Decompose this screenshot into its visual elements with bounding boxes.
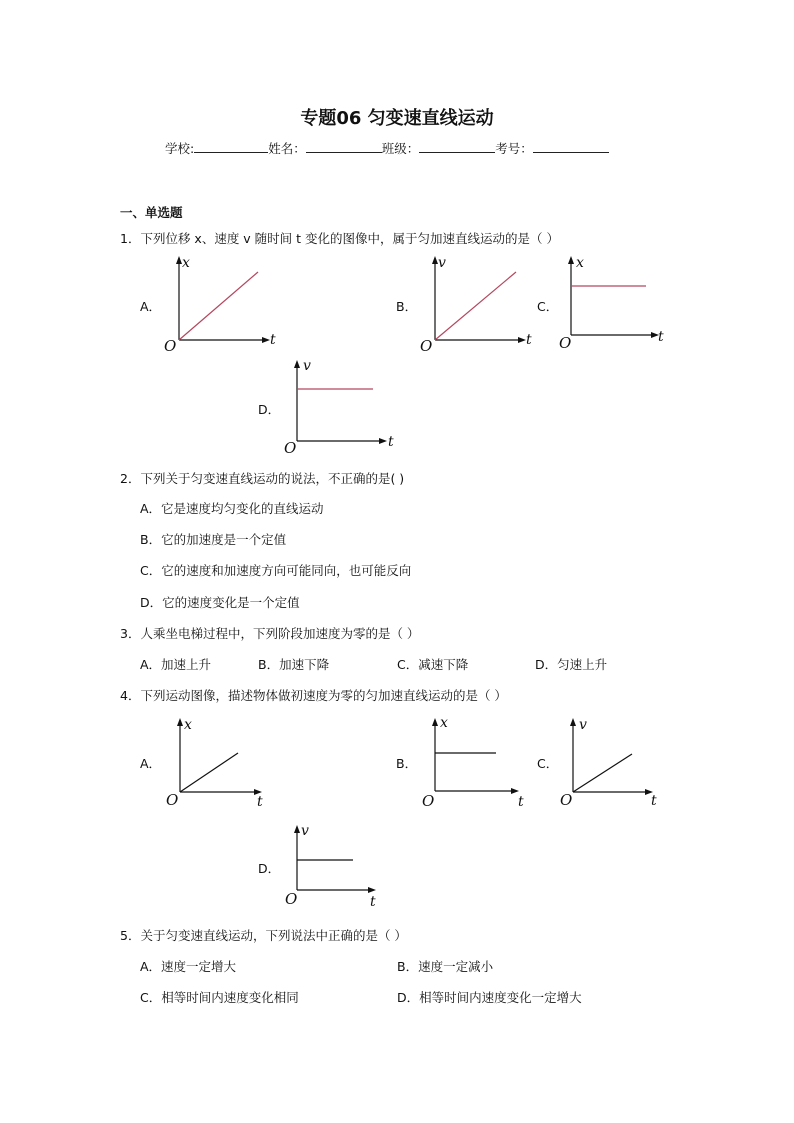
question-2-stem: 2．下列关于匀变速直线运动的说法，不正确的是( ) bbox=[120, 471, 405, 486]
name-label: 姓名： bbox=[268, 141, 306, 156]
q3-option-c: C．减速下降 bbox=[397, 657, 469, 672]
q4-graph-d bbox=[280, 820, 390, 915]
q4-graph-b bbox=[418, 713, 533, 813]
q4-graph-a bbox=[160, 713, 275, 813]
plot-line bbox=[573, 754, 632, 792]
q5-option-a: A．速度一定增大 bbox=[140, 959, 237, 974]
q1-option-c-label: C． bbox=[537, 299, 559, 314]
y-axis-label: x bbox=[440, 715, 448, 731]
y-axis-arrow-icon bbox=[570, 718, 576, 726]
q1-graph-c bbox=[553, 253, 678, 353]
q4-option-b-label: B． bbox=[396, 756, 418, 771]
y-axis-label: x bbox=[182, 255, 190, 271]
x-axis-label: t bbox=[257, 794, 263, 810]
class-blank[interactable] bbox=[419, 141, 495, 153]
class-label: 班级： bbox=[381, 141, 420, 156]
y-axis-label: v bbox=[301, 823, 309, 839]
school-label: 学校: bbox=[165, 141, 195, 156]
plot-line bbox=[179, 272, 258, 340]
y-axis-arrow-icon bbox=[294, 360, 300, 368]
q1-option-b-label: B． bbox=[396, 299, 418, 314]
q4-option-a-label: A． bbox=[140, 756, 162, 771]
y-axis-arrow-icon bbox=[568, 256, 574, 264]
q5-option-b: B．速度一定减小 bbox=[397, 959, 494, 974]
question-3-stem: 3．人乘坐电梯过程中，下列阶段加速度为零的是（ ） bbox=[120, 626, 420, 641]
q1-graph-b bbox=[416, 253, 546, 353]
x-axis-arrow-icon bbox=[379, 438, 387, 444]
y-axis-label: v bbox=[303, 358, 311, 374]
q2-option-d: D．它的速度变化是一个定值 bbox=[140, 595, 300, 610]
q5-option-d: D．相等时间内速度变化一定增大 bbox=[397, 990, 582, 1005]
y-axis-arrow-icon bbox=[432, 718, 438, 726]
q3-option-b: B．加速下降 bbox=[258, 657, 330, 672]
q2-option-c: C．它的速度和加速度方向可能同向，也可能反向 bbox=[140, 563, 412, 578]
section-heading: 一、单选题 bbox=[120, 205, 183, 220]
origin-label: O bbox=[420, 337, 433, 353]
origin-label: O bbox=[559, 334, 572, 352]
x-axis-label: t bbox=[651, 793, 657, 809]
q4-graph-c bbox=[555, 713, 670, 813]
q3-option-d: D．匀速上升 bbox=[535, 657, 608, 672]
x-axis-arrow-icon bbox=[262, 337, 270, 343]
q4-option-c-label: C． bbox=[537, 756, 559, 771]
x-axis-arrow-icon bbox=[368, 887, 376, 893]
x-axis-label: t bbox=[388, 434, 394, 450]
x-axis-label: t bbox=[370, 894, 376, 910]
question-5-stem: 5．关于匀变速直线运动，下列说法中正确的是（ ） bbox=[120, 928, 407, 943]
q2-option-b: B．它的加速度是一个定值 bbox=[140, 532, 287, 547]
origin-label: O bbox=[164, 337, 177, 353]
q1-graph-d bbox=[280, 355, 405, 455]
y-axis-label: x bbox=[576, 255, 584, 271]
q3-option-a: A．加速上升 bbox=[140, 657, 212, 672]
x-axis-label: t bbox=[526, 332, 532, 348]
x-axis-label: t bbox=[518, 794, 524, 810]
school-blank[interactable] bbox=[194, 141, 268, 153]
y-axis-arrow-icon bbox=[177, 718, 183, 726]
q2-option-a: A．它是速度均匀变化的直线运动 bbox=[140, 501, 324, 516]
y-axis-arrow-icon bbox=[294, 825, 300, 833]
q4-option-d-label: D． bbox=[258, 861, 281, 876]
origin-label: O bbox=[422, 792, 435, 810]
x-axis-arrow-icon bbox=[518, 337, 526, 343]
q5-option-c: C．相等时间内速度变化相同 bbox=[140, 990, 299, 1005]
plot-line bbox=[180, 753, 238, 792]
page-title: 专题06 匀变速直线运动 bbox=[300, 108, 494, 129]
question-4-stem: 4．下列运动图像，描述物体做初速度为零的匀加速直线运动的是（ ） bbox=[120, 688, 507, 703]
name-blank[interactable] bbox=[306, 141, 382, 153]
origin-label: O bbox=[166, 791, 179, 809]
x-axis-label: t bbox=[658, 329, 664, 345]
plot-line bbox=[435, 272, 516, 340]
origin-label: O bbox=[560, 791, 573, 809]
question-1-stem: 1．下列位移 x、速度 v 随时间 t 变化的图像中，属于匀加速直线运动的是（ ） bbox=[120, 231, 559, 246]
origin-label: O bbox=[284, 439, 297, 455]
x-axis-label: t bbox=[270, 332, 276, 348]
y-axis-label: x bbox=[184, 717, 192, 733]
exam-number-label: 考号： bbox=[495, 141, 533, 156]
exam-number-blank[interactable] bbox=[533, 141, 609, 153]
q1-graph-a bbox=[160, 253, 290, 353]
q1-option-a-label: A． bbox=[140, 299, 162, 314]
student-info-row bbox=[165, 139, 609, 157]
y-axis-label: v bbox=[438, 255, 446, 271]
q1-option-d-label: D． bbox=[258, 402, 281, 417]
y-axis-label: v bbox=[579, 717, 587, 733]
origin-label: O bbox=[285, 890, 298, 908]
